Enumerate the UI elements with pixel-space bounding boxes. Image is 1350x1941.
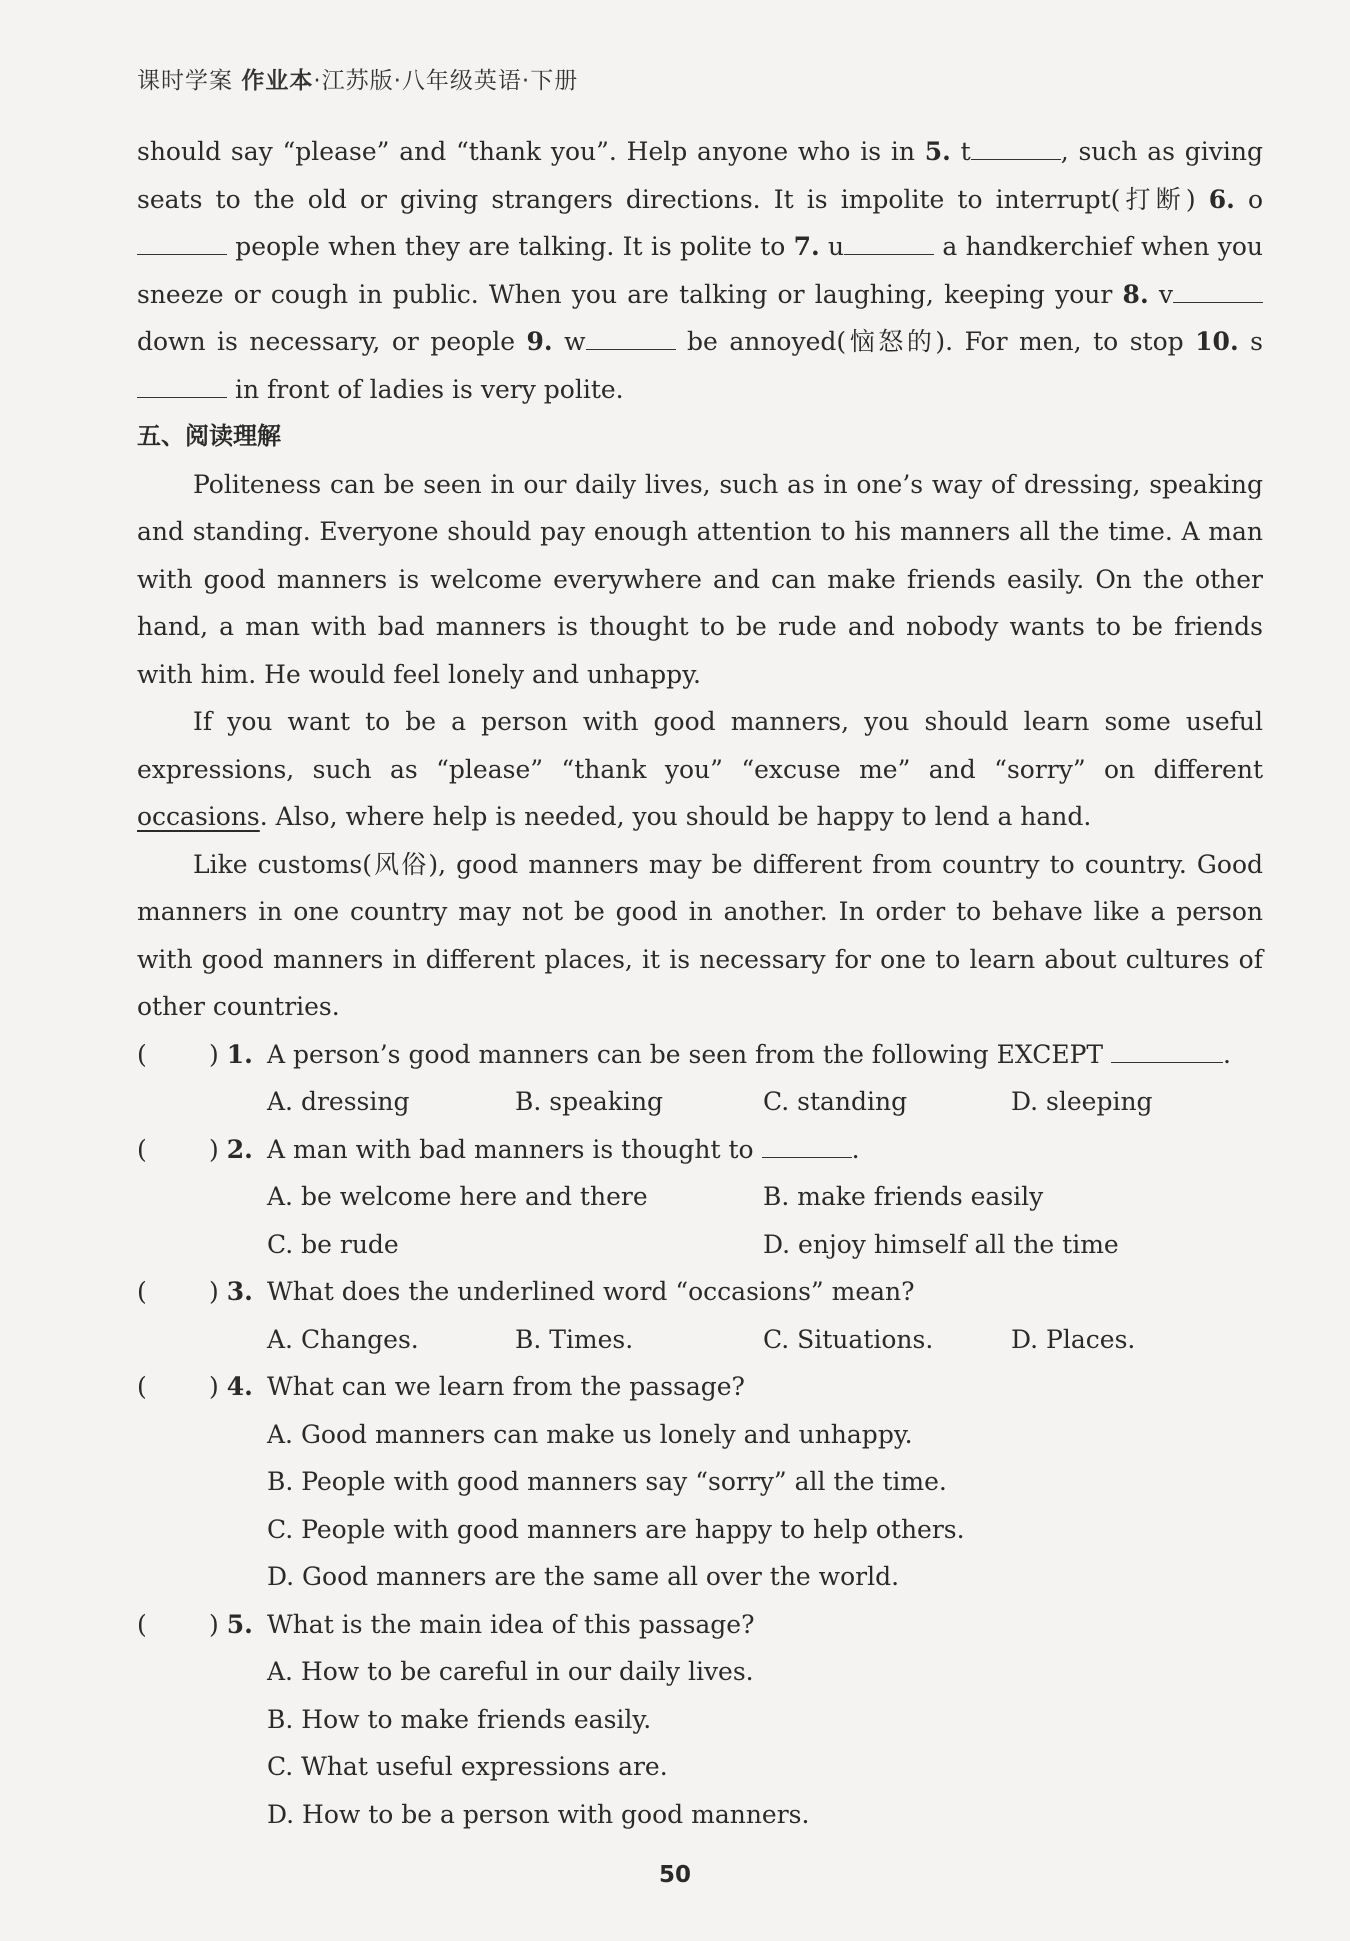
blank-number: 5. (924, 137, 951, 166)
question-number: 2. (226, 1134, 253, 1164)
answer-paren-open[interactable]: ( (137, 1277, 147, 1306)
blank-letter: w (552, 327, 586, 356)
cloze-text: people when they are talking. It is polite to (227, 232, 794, 261)
option-a[interactable]: A. How to be careful in our daily lives. (267, 1657, 754, 1686)
answer-paren-close (209, 1601, 253, 1649)
question-4 (137, 1363, 1263, 1411)
option-c[interactable]: C. Situations. (763, 1324, 934, 1354)
option-d[interactable]: D. Places. (1011, 1324, 1136, 1354)
answer-blank[interactable] (1111, 1042, 1223, 1063)
option-d[interactable]: D. How to be a person with good manners. (267, 1799, 810, 1829)
answer-blank[interactable] (971, 139, 1061, 160)
cloze-text: in front of ladies is very polite. (227, 374, 624, 404)
question-number: 4. (226, 1372, 253, 1401)
question-1 (137, 1031, 1263, 1079)
option-c[interactable]: C. standing (763, 1087, 908, 1116)
question-text: What does the underlined word “occasions” mean? (267, 1277, 915, 1306)
option-c[interactable]: C. What useful expressions are. (267, 1752, 668, 1781)
cloze-text: down is necessary, or people (137, 327, 527, 356)
option-b[interactable]: B. Times. (515, 1324, 634, 1354)
options-row (137, 1221, 1263, 1269)
options-row (137, 1553, 1263, 1601)
option-a[interactable]: A. be welcome here and there (267, 1182, 648, 1211)
section-title: 五、阅读理解 (137, 422, 281, 450)
option-d[interactable]: D. Good manners are the same all over the world. (267, 1562, 900, 1591)
option-b[interactable]: B. How to make friends easily. (267, 1704, 652, 1734)
reading-paragraph-3: Like customs(风俗), good manners may be different from country to country. Good manners in one country may not be good in another. In order to behave like a person with good manners in different places, it is necessary for one to learn about cultures of other countries. (137, 849, 1263, 1021)
option-c[interactable]: C. People with good manners are happy to help others. (267, 1514, 965, 1544)
question-number: 5. (226, 1609, 253, 1639)
option-b[interactable]: B. People with good manners say “sorry” all the time. (267, 1467, 947, 1496)
question-stem: A person’s good manners can be seen from the following EXCEPT (267, 1039, 1112, 1069)
blank-number: 10. (1195, 327, 1239, 356)
question-tail: . (851, 1134, 860, 1164)
answer-blank[interactable] (762, 1137, 852, 1158)
reading-paragraph-2 (137, 698, 1263, 841)
blank-letter: v (1148, 279, 1173, 309)
blank-letter: u (819, 232, 845, 261)
cloze-paragraph (137, 128, 1263, 413)
options-row (137, 1411, 1263, 1459)
options-row (137, 1648, 1263, 1696)
question-text: What is the main idea of this passage? (267, 1609, 755, 1639)
blank-number: 8. (1122, 279, 1149, 309)
option-d[interactable]: D. sleeping (1011, 1087, 1153, 1116)
paren-close: ) (209, 1372, 219, 1401)
cloze-text: a handkerchief when you sneeze or cough in public. When you are talking or laughing, keeping your (137, 232, 1263, 309)
answer-blank[interactable] (1173, 282, 1263, 303)
header-book: 作业本 (241, 68, 314, 94)
options-row (137, 1506, 1263, 1554)
question-3 (137, 1268, 1263, 1316)
header-edition: ·江苏版·八年级英语·下册 (313, 68, 579, 94)
blank-letter: s (1238, 327, 1263, 356)
question-tail: . (1223, 1039, 1231, 1069)
underlined-word: occasions (137, 802, 260, 831)
cloze-text: , such as giving seats to the old or giving strangers directions. It is impolite to interrupt(打断) (137, 137, 1264, 214)
answer-paren-open[interactable]: ( (137, 1609, 147, 1639)
option-b[interactable]: B. make friends easily (763, 1182, 1044, 1211)
paren-close: ) (209, 1277, 219, 1306)
options-row (137, 1458, 1263, 1506)
header-series: 课时学案 (137, 68, 233, 94)
question-text (267, 1031, 1231, 1079)
question-number: 3. (226, 1277, 253, 1306)
option-b[interactable]: B. speaking (515, 1087, 664, 1116)
answer-paren-open[interactable]: ( (137, 1039, 147, 1069)
paren-close: ) (209, 1134, 219, 1164)
options-row (137, 1791, 1263, 1839)
question-number: 1. (226, 1039, 253, 1069)
answer-paren-open[interactable]: ( (137, 1134, 147, 1164)
blank-letter: t (950, 137, 971, 166)
answer-paren-close (209, 1268, 253, 1316)
option-a[interactable]: A. Good manners can make us lonely and unhappy. (267, 1419, 913, 1449)
options-row (137, 1696, 1263, 1744)
reading-text: If you want to be a person with good manners, you should learn some useful expressions, such as “please” “thank you” “excuse me” and “sorry” on different (137, 707, 1263, 784)
reading-paragraph-1: Politeness can be seen in our daily lives, such as in one’s way of dressing, speaking and standing. Everyone should pay enough attention to his manners all the time. A man with good manners is welcome everywhere and can make friends easily. On the other hand, a man with bad manners is thought to be rude and nobody wants to be friends with him. He would feel lonely and unhappy. (137, 469, 1263, 689)
paren-close: ) (209, 1609, 219, 1639)
option-a[interactable]: A. dressing (267, 1087, 410, 1116)
question-text: What can we learn from the passage? (267, 1372, 745, 1401)
options-row (137, 1078, 1263, 1126)
answer-paren-close (209, 1363, 253, 1411)
option-c[interactable]: C. be rude (267, 1229, 399, 1259)
cloze-text: be annoyed(恼怒的). For men, to stop (675, 327, 1196, 356)
options-row (137, 1743, 1263, 1791)
answer-blank[interactable] (844, 234, 934, 255)
question-stem: A man with bad manners is thought to (267, 1134, 762, 1164)
page-content (137, 128, 1263, 1838)
question-5 (137, 1601, 1263, 1649)
paren-close: ) (209, 1039, 219, 1069)
answer-paren-open[interactable]: ( (137, 1372, 147, 1401)
cloze-text: should say “please” and “thank you”. Help anyone who is in (137, 137, 925, 166)
blank-letter: o (1234, 184, 1264, 214)
blank-number: 9. (526, 327, 553, 356)
question-text (267, 1126, 860, 1174)
option-a[interactable]: A. Changes. (267, 1324, 419, 1354)
answer-blank[interactable] (586, 329, 676, 350)
reading-text: . Also, where help is needed, you should be happy to lend a hand. (259, 802, 1092, 831)
answer-paren-close (209, 1126, 253, 1174)
question-2 (137, 1126, 1263, 1174)
answer-blank[interactable] (137, 234, 227, 255)
answer-paren-close (209, 1031, 253, 1079)
options-row (137, 1173, 1263, 1221)
options-row (137, 1316, 1263, 1364)
option-d[interactable]: D. enjoy himself all the time (763, 1229, 1119, 1259)
blank-number: 6. (1208, 184, 1235, 214)
page-header (137, 62, 578, 95)
blank-number: 7. (793, 232, 820, 261)
answer-blank[interactable] (137, 377, 227, 398)
page-number: 50 (658, 1862, 691, 1888)
